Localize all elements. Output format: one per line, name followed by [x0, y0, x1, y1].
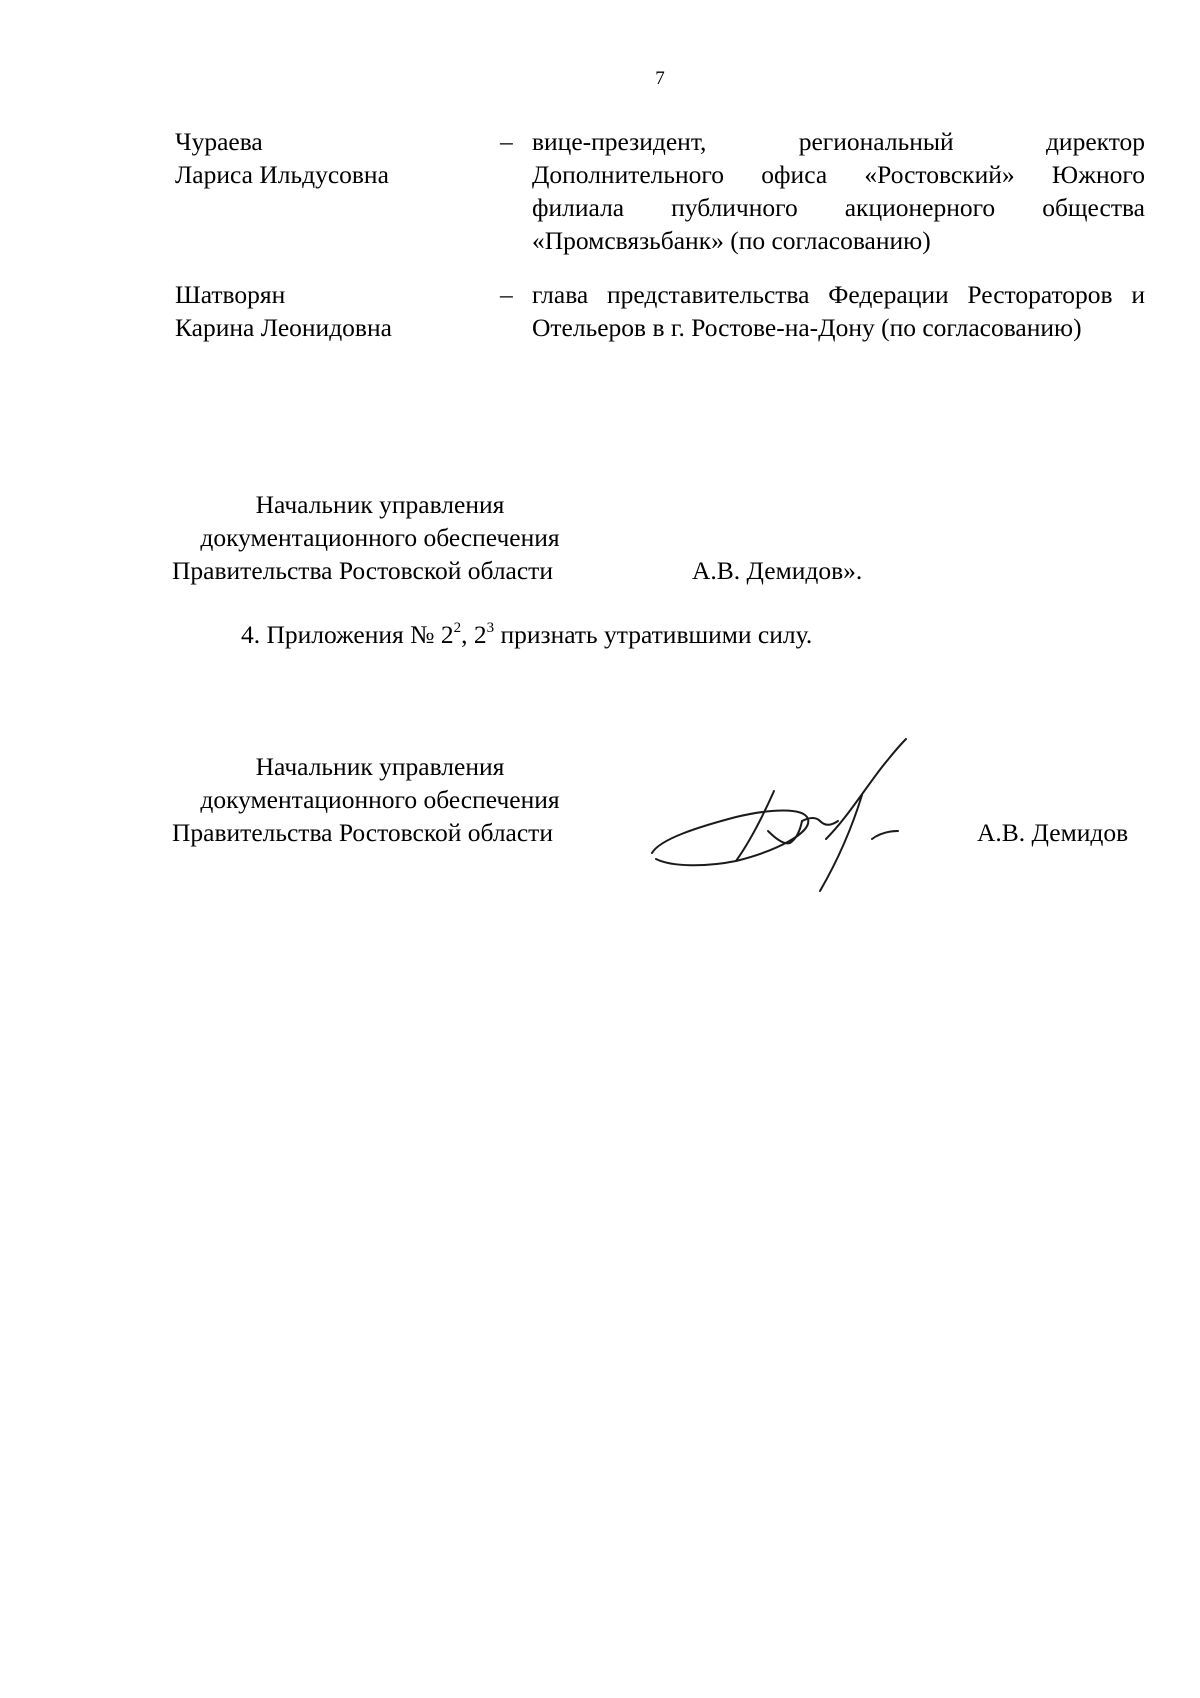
member-name	[175, 125, 475, 191]
appendix-signatory-name: А.В. Демидов».	[692, 556, 863, 585]
item-4-middle: , 2	[461, 620, 487, 649]
member-surname: Чураева	[175, 127, 263, 156]
item-4-paragraph	[241, 618, 812, 651]
member-role: вице-президент, региональный директор Дополнительного офиса «Ростовский» Южного филиала публичного акционерного общества «Промсвязьбанк» (по согласованию)	[532, 127, 1145, 255]
signatory-title-line-3: Правительства Ростовской области	[172, 818, 553, 847]
member-given-names: Лариса Ильдусовна	[175, 160, 389, 189]
signatory-title-line-3: Правительства Ростовской области	[172, 556, 553, 585]
handwritten-signature	[650, 735, 930, 895]
item-4-superscript-1: 2	[453, 619, 462, 636]
member-name	[175, 278, 475, 344]
item-4-suffix: признать утратившими силу.	[494, 620, 813, 649]
item-4-superscript-2: 3	[486, 619, 495, 636]
page-number: 7	[655, 68, 665, 89]
appendix-signatory-title	[160, 488, 620, 587]
member-surname: Шатворян	[175, 280, 286, 309]
signatory-title-line-2: документационного обеспечения	[200, 785, 560, 814]
final-signatory-name: А.В. Демидов	[977, 818, 1129, 847]
signatory-title-line-2: документационного обеспечения	[200, 523, 560, 552]
member-given-names: Карина Леонидовна	[175, 313, 392, 342]
member-dash: –	[500, 127, 513, 156]
final-signatory-title	[160, 750, 620, 849]
item-4-prefix: 4. Приложения № 2	[241, 620, 454, 649]
signatory-title-line-1: Начальник управления	[255, 490, 505, 519]
member-role: глава представительства Федерации Рестораторов и Отельеров в г. Ростове-на-Дону (по согласованию)	[532, 280, 1145, 342]
member-dash: –	[500, 280, 513, 309]
signatory-title-line-1: Начальник управления	[255, 752, 505, 781]
